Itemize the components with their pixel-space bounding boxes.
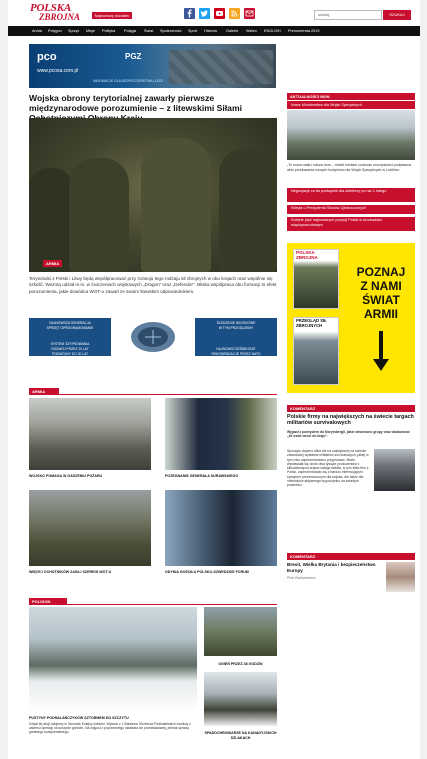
sidebar-top-headline[interactable]: Nowe Ministerstwo dla Wojsk Specjalnych	[287, 101, 415, 109]
section-divider	[67, 604, 277, 605]
ad-text: SYSTEM SZYFROWANIA	[50, 342, 90, 346]
article-thumb-fire48[interactable]	[204, 607, 277, 656]
nav-item-potega[interactable]: Potęga	[124, 29, 137, 33]
article-caption[interactable]: SPADOCHRONIARZE NA KANADYJSKICH SZLAKACH	[204, 731, 277, 740]
article-caption[interactable]: OGIEŃ PRZEZ 48 GODZIN	[218, 662, 263, 666]
sidebar-top-caption: „To nowa mała i nasza dom – mówił minister podczas uroczystości podpisania aktu przekazania nowych budynków dla Wojsk Specjalnych w Lublińcu	[287, 163, 412, 172]
main-nav	[8, 26, 420, 36]
article-caption[interactable]: POŻEGNANIE GENERAŁA SURAWSKIEGO	[165, 474, 239, 478]
promo-line: POZNAJ	[356, 265, 406, 279]
nav-item-english[interactable]: ENGLISH	[264, 29, 281, 33]
facebook-icon[interactable]	[184, 8, 195, 19]
hero-image[interactable]	[29, 118, 277, 272]
soldier-silhouette	[69, 158, 129, 272]
promo-headline	[349, 265, 413, 321]
section-armia-label[interactable]: ARMIA	[29, 388, 59, 395]
komentarz2-title[interactable]: Brexit, Wielka Brytania i bezpieczeństwo Europy	[287, 562, 376, 573]
logo-line-1: POLSKA	[30, 2, 71, 14]
nav-item-polityka[interactable]: Polityka	[102, 29, 116, 33]
article-caption[interactable]: WOJSKO POMAGA W GASZENIU POŻARU	[29, 474, 103, 478]
nav-item-sprzet[interactable]: Sprzęt	[68, 29, 79, 33]
hero-lead: Terytorialsi z Polski i Litwy będą współpracować przy rozwoju tego rodzaju sił zbrojnych w obu krajach oraz wspólnie się szkolić. Wezmą udział m.in. w ćwiczeniach wojskowych „Dragon” oraz „Defender”. Bliska współpraca obu formacji to efekt porozumienia, jakie dowódca WOT-u zawarł ze swoim litewskim odpowiednikiem.	[29, 276, 277, 294]
article-thumb-gdynia[interactable]	[165, 490, 277, 566]
magazine-title: PRZEGLĄD SIŁ ZBROJNYCH	[296, 318, 327, 328]
aktualnosci-label[interactable]: AKTUALNOŚCI MON	[287, 93, 415, 100]
page	[8, 0, 420, 759]
top-banner-ad[interactable]	[29, 44, 276, 88]
nav-item-armia[interactable]: Armia	[32, 29, 42, 33]
ad-text: ŚLEDZENIE WOJSKOWE	[216, 321, 256, 325]
ad-tagline: INNOWACJE DLA BEZPIECZEŃSTWA LUDZI	[93, 79, 164, 83]
ad-text: REKOMENDACJE PRZEZ NATO	[211, 352, 261, 356]
search-button[interactable]: SZUKAJ	[383, 10, 411, 20]
twitter-icon[interactable]	[199, 8, 210, 19]
article-thumb-wot[interactable]	[29, 490, 151, 566]
rss-icon[interactable]	[229, 8, 240, 19]
article-caption[interactable]: PUSTYNY PODHALAŃCZYKÓW SZTORMEM DO SZCZYTU	[29, 716, 129, 720]
search-input[interactable]: szukaj	[314, 10, 382, 20]
site-header	[8, 0, 420, 26]
nav-item-polygon[interactable]: Polygon	[48, 29, 62, 33]
nav-item-spolecznosc[interactable]: Społeczność	[160, 29, 182, 33]
sidebar-news-item[interactable]: Negocjacje co do podwyżek dla żołnierzy po raz 1 lutego	[287, 188, 415, 202]
nav-item-sport[interactable]: Sport	[188, 29, 198, 33]
komentarz-title[interactable]: Polskie firmy na największych na świecie targach militariów survivalowych	[287, 414, 414, 427]
email-icon[interactable]	[244, 8, 255, 19]
magazine-promo[interactable]	[287, 243, 415, 393]
ad-text: NAJNOWSZA GENERACJA	[49, 321, 91, 325]
section-poligon-label[interactable]: POLIGON	[29, 598, 67, 605]
article-thumb-general[interactable]	[165, 398, 277, 470]
ad-middle-right	[195, 318, 277, 356]
komentarz-intro: Wyjazd z pomysłem do Norymbergii, jakie stworzono grupy oraz wiadomość „Ile osób wróci do kraju”.	[287, 430, 410, 439]
site-logo[interactable]	[30, 3, 90, 24]
ad-text: W TYM PRZODUJEMY	[218, 326, 254, 330]
promo-line: Z NAMI	[360, 279, 402, 293]
sidebar-news-item[interactable]: Wizyta u Prezydenta Stanów Zjednoczonych	[287, 205, 415, 214]
newest-supplement-badge[interactable]: Najnowszy dodatek	[92, 12, 132, 19]
magazine-title: POLSKA ZBROJNA	[296, 250, 318, 260]
article-thumb-podhale[interactable]	[29, 607, 197, 713]
komentarz-label[interactable]: KOMENTARZ	[287, 405, 415, 412]
arrow-down-icon	[373, 331, 389, 371]
ad-url: www.pcosa.com.pl	[37, 68, 79, 74]
ad-text: ROZWÓJ PRZEZ 20 LAT	[51, 347, 89, 351]
nav-item-misje[interactable]: Misje	[86, 29, 95, 33]
nav-item-galerie[interactable]: Galerie	[226, 29, 239, 33]
article-caption[interactable]: WIĘCEJ OCHOTNIKÓW ZASILI SZEREGI WOT-U	[29, 570, 112, 574]
middle-banner-ad[interactable]	[29, 318, 277, 356]
promo-line: ARMII	[364, 307, 398, 321]
youtube-icon[interactable]	[214, 8, 225, 19]
promo-line: ŚWIAT	[362, 293, 400, 307]
ad-vehicles-image	[169, 50, 273, 84]
magazine-cover-przeglad	[293, 317, 339, 385]
logo-line-2: ZBROJNA	[39, 12, 81, 22]
hero-title[interactable]: Wojska obrony terytorialnej zawarły pierwsze międzynarodowe porozumienie – z litewskimi Siłami	[29, 93, 242, 113]
komentarz2-label[interactable]: KOMENTARZ	[287, 553, 415, 560]
device-emblem-icon	[119, 318, 187, 356]
nav-item-swiat[interactable]: Świat	[144, 29, 154, 33]
ad-middle-device	[119, 318, 187, 356]
article-lead: Dzięki tej akcji ratujemy w Tarnowie Kolejny żołnierz. Wyskok z 1 Batalionu Strzelców Podhalańskich możliwy z zakresu operacji na szczycie górskim. Na zdjęciu z poprzedniego działania ich przedstawiamy, jednak sprawę górskiego kontynentalnego.	[29, 722, 191, 735]
ad-brand-pgz: PGZ	[125, 52, 142, 61]
komentarz-body: Spoczęło dopiero kilka dni na największej na świecie zawodowej wystawie militariów survivalowych, jakiej w tym roku zaprezentowano przyjmować. Miało wystawiała się około dwa tysiące producentów z kilkudziesięciu krajów całego świata, w tym kilka firm z Polski, zaprezentowało się z bardzo interesującym sprzętem przeznaczonym dla wojska, ale także dla miłośników aktywnego wypoczynku na świeżym powietrzu.	[287, 449, 369, 488]
sidebar-top-image[interactable]	[287, 110, 415, 160]
nav-item-wideo[interactable]: Wideo	[246, 29, 257, 33]
komentarz2-author: Piotr Bartosiewicz	[287, 576, 316, 580]
soldier-silhouette	[219, 148, 277, 272]
article-thumb-fire[interactable]	[29, 398, 151, 470]
section-divider	[59, 394, 277, 395]
ad-text: PODWÓJNY DO 20 LAT	[51, 352, 89, 356]
nav-item-historia[interactable]: Historia	[204, 29, 217, 33]
sidebar-news-item[interactable]: Kolejne pięć najnowszych pozycji Polski w środowisku międzynarodowym	[287, 217, 415, 231]
ad-brand-pco: pco	[37, 51, 57, 63]
ad-middle-left	[29, 318, 111, 356]
soldier-silhouette	[29, 168, 73, 272]
author-avatar[interactable]	[374, 449, 415, 491]
magazine-cover-pz	[293, 249, 339, 309]
ad-text: NAJNOWOCZEŚNIEJSZE	[216, 347, 256, 351]
soldier-silhouette	[141, 138, 211, 272]
hero-category-tag[interactable]: ARMIA	[43, 260, 62, 267]
ad-text: SPRZĘT OPROGRAMOWANIE	[46, 326, 94, 330]
nav-item-prenumerata[interactable]: Prenumerata 2019	[288, 29, 320, 33]
article-thumb-spadochron[interactable]	[204, 672, 277, 726]
article-caption[interactable]: GDYNIA GOŚCIŁA POLSKO-SZWEDZKIE FORUM	[165, 570, 249, 574]
